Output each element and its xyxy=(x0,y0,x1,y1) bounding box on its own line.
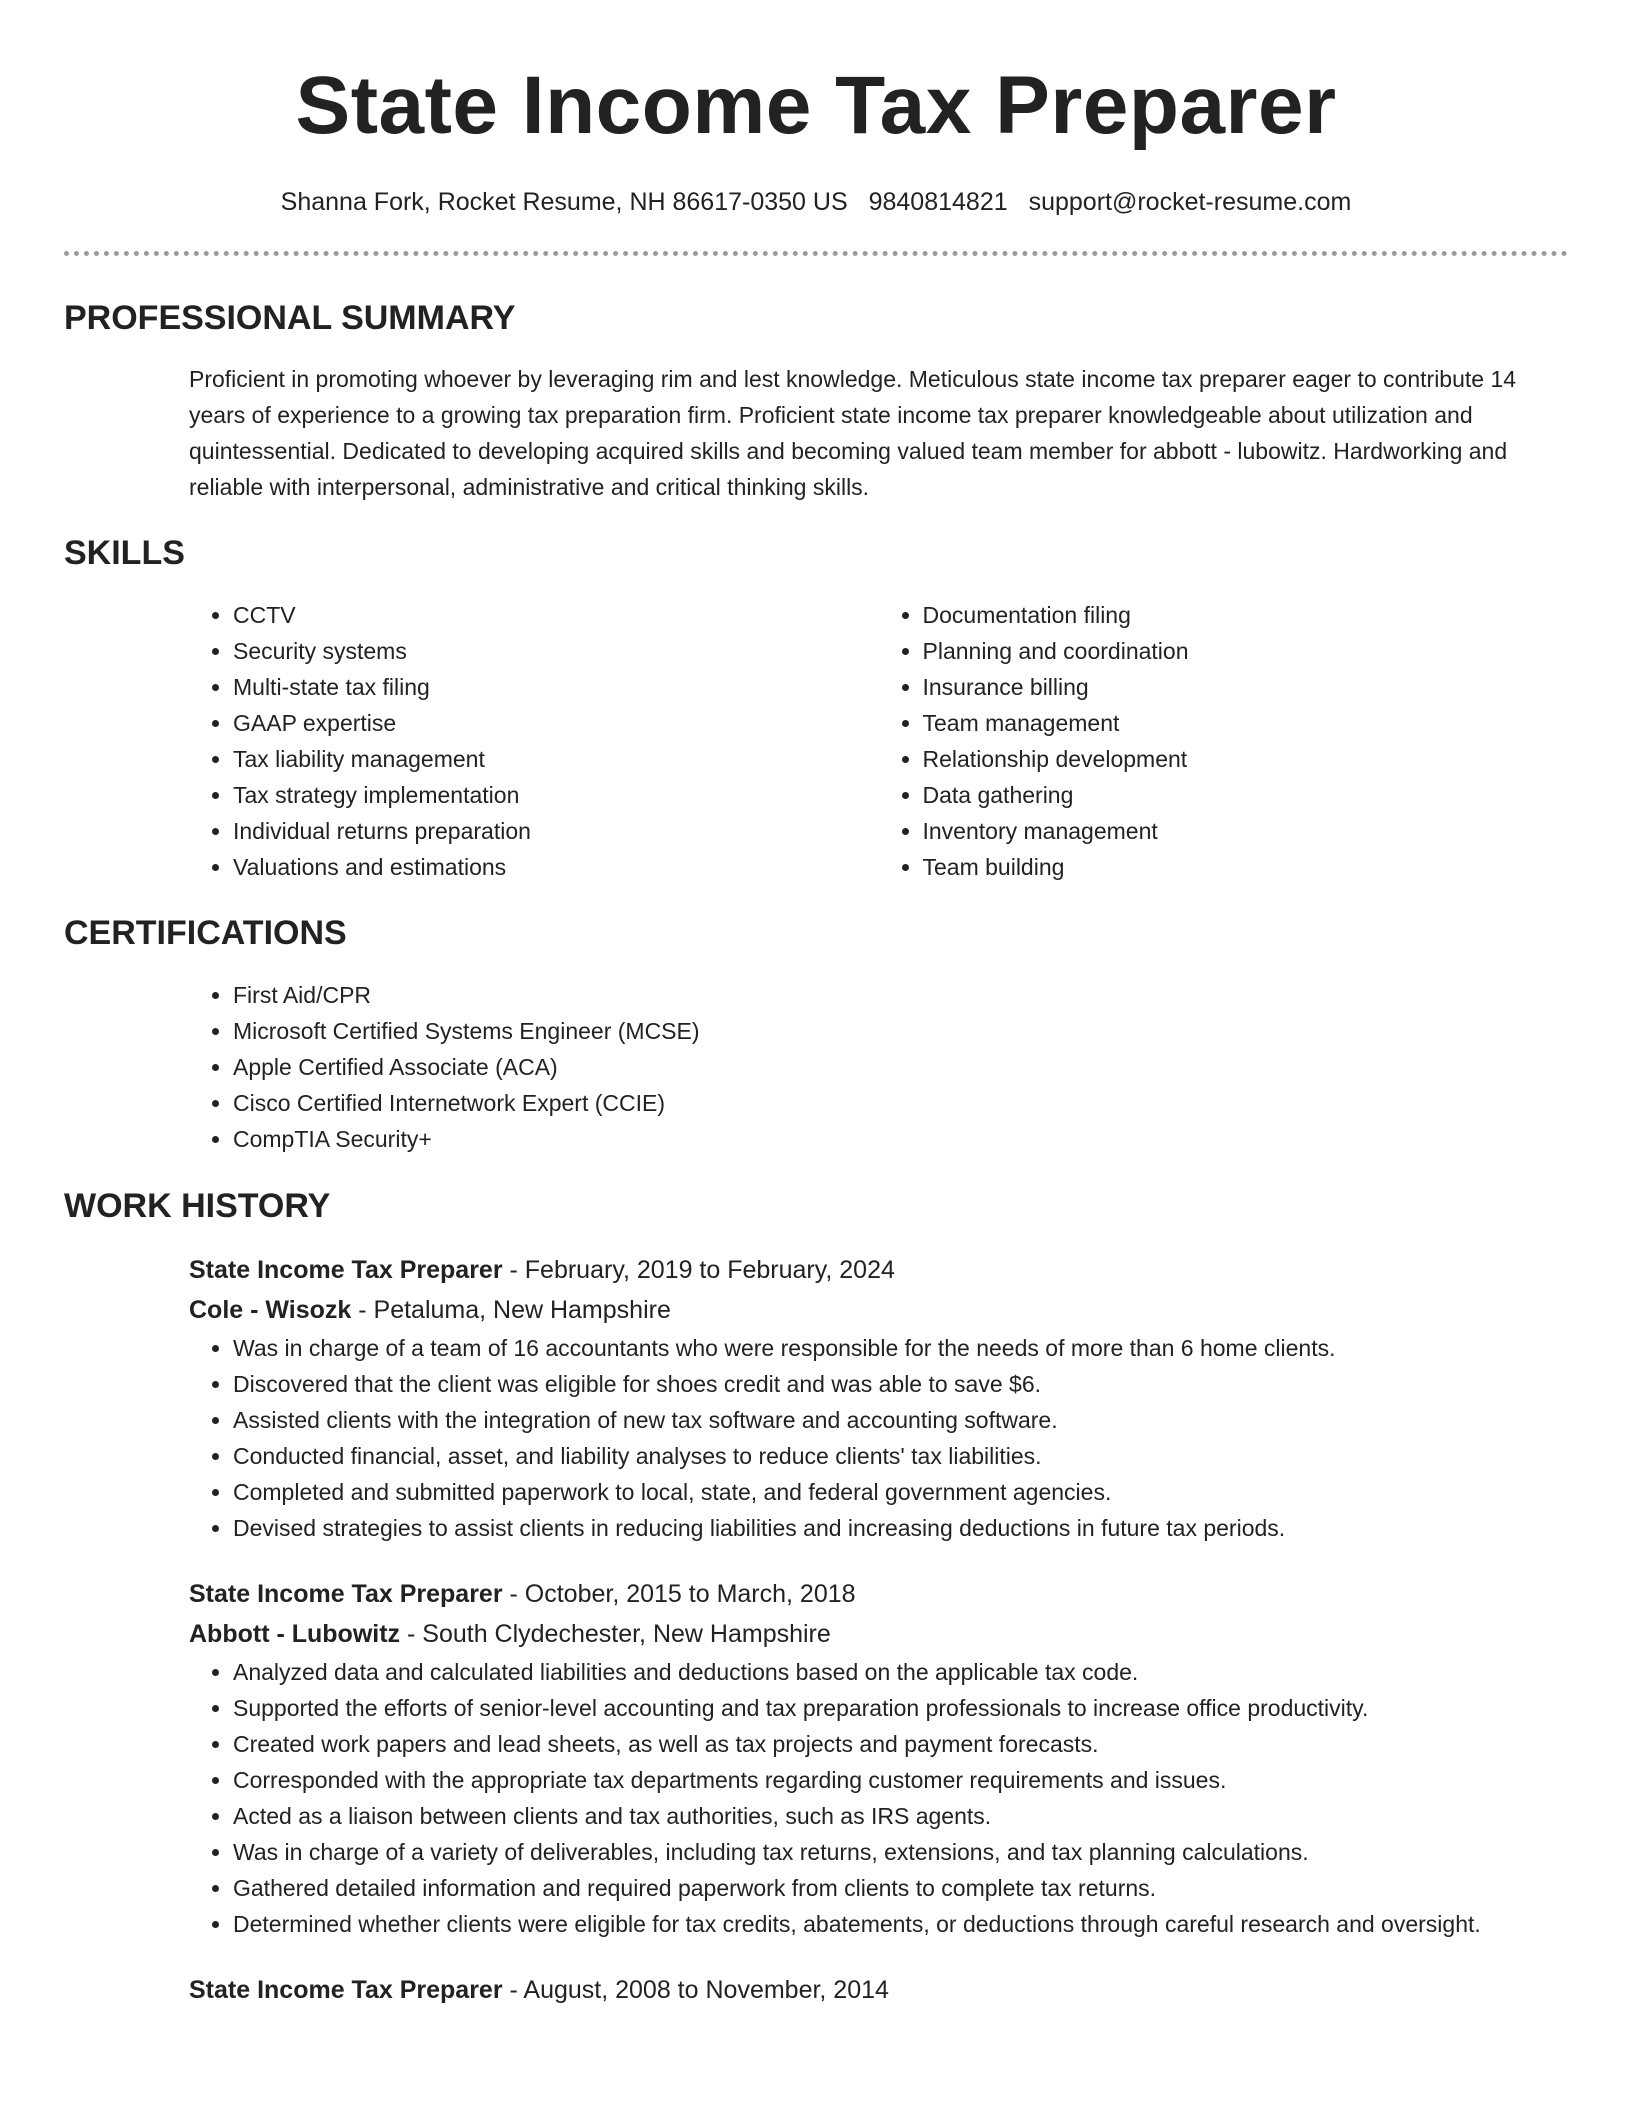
job-company: Abbott - Lubowitz xyxy=(189,1620,401,1648)
job-title: State Income Tax Preparer xyxy=(189,1976,503,2004)
list-item: • Cisco Certified Internetwork Expert (CCIE) xyxy=(233,1085,1568,1121)
contact-phone: 9840814821 xyxy=(868,188,1008,216)
list-item: • GAAP expertise xyxy=(233,705,879,741)
list-item: • Security systems xyxy=(233,633,879,669)
list-item: • Conducted financial, asset, and liability analyses to reduce clients' tax liabilities. xyxy=(233,1438,1568,1474)
job-entry xyxy=(189,1970,1568,2010)
list-item: • CompTIA Security+ xyxy=(233,1121,1568,1157)
job-title-line xyxy=(189,1250,1568,1290)
job-dates: - August, 2008 to November, 2014 xyxy=(502,1976,889,2004)
list-item: • Valuations and estimations xyxy=(233,849,879,885)
section-heading-summary: PROFESSIONAL SUMMARY xyxy=(64,299,516,337)
job-title-line xyxy=(189,1970,1568,2010)
contact-email: support@rocket-resume.com xyxy=(1028,188,1352,216)
job-company-line xyxy=(189,1614,1568,1654)
list-item: • Team building xyxy=(923,849,1569,885)
list-item: • Supported the efforts of senior-level accounting and tax preparation professionals to increase office productivity. xyxy=(233,1690,1568,1726)
contact-line xyxy=(0,186,1632,218)
job-title: State Income Tax Preparer xyxy=(189,1580,503,1608)
list-item: • Assisted clients with the integration of new tax software and accounting software. xyxy=(233,1402,1568,1438)
list-item: • Created work papers and lead sheets, as well as tax projects and payment forecasts. xyxy=(233,1726,1568,1762)
job-title-line xyxy=(189,1574,1568,1614)
list-item: • Multi-state tax filing xyxy=(233,669,879,705)
certifications-list xyxy=(189,977,1568,1157)
list-item: • Analyzed data and calculated liabilities and deductions based on the applicable tax code. xyxy=(233,1654,1568,1690)
job-location: - South Clydechester, New Hampshire xyxy=(400,1620,831,1648)
skills-list-left xyxy=(189,597,879,885)
list-item: • Gathered detailed information and required paperwork from clients to complete tax returns. xyxy=(233,1870,1568,1906)
job-entry xyxy=(189,1250,1568,1546)
list-item: • Microsoft Certified Systems Engineer (MCSE) xyxy=(233,1013,1568,1049)
list-item: • Was in charge of a team of 16 accountants who were responsible for the needs of more than 6 home clients. xyxy=(233,1330,1568,1366)
certifications-section xyxy=(0,913,1632,1157)
list-item: • Team management xyxy=(923,705,1569,741)
job-location: - Petaluma, New Hampshire xyxy=(351,1296,671,1324)
job-dates: - February, 2019 to February, 2024 xyxy=(502,1256,895,1284)
list-item: • Was in charge of a variety of deliverables, including tax returns, extensions, and tax planning calculations. xyxy=(233,1834,1568,1870)
list-item: • Data gathering xyxy=(923,777,1569,813)
job-bullets xyxy=(189,1654,1568,1942)
list-item: • Relationship development xyxy=(923,741,1569,777)
summary-text: Proficient in promoting whoever by leveraging rim and lest knowledge. Meticulous state income tax preparer eager to contribute 14 years of experience to a growing tax preparation firm. Proficient state income tax preparer knowledgeable about utilization and quintessential. Dedicated to developing acquired skills and becoming valued team member for abbott - lubowitz. Hardworking and reliable with interpersonal, administrative and critical thinking skills. xyxy=(189,366,1517,500)
contact-address: Shanna Fork, Rocket Resume, NH 86617-0350 US xyxy=(280,188,848,216)
list-item: • Inventory management xyxy=(923,813,1569,849)
list-item: • Corresponded with the appropriate tax departments regarding customer requirements and issues. xyxy=(233,1762,1568,1798)
section-heading-skills: SKILLS xyxy=(64,534,185,572)
list-item: • Individual returns preparation xyxy=(233,813,879,849)
list-item: • Documentation filing xyxy=(923,597,1569,633)
list-item: • First Aid/CPR xyxy=(233,977,1568,1013)
skills-section xyxy=(0,533,1632,885)
job-entry xyxy=(189,1574,1568,1942)
list-item: • Determined whether clients were eligible for tax credits, abatements, or deductions through careful research and oversight. xyxy=(233,1906,1568,1942)
list-item: • Tax strategy implementation xyxy=(233,777,879,813)
list-item: • Tax liability management xyxy=(233,741,879,777)
list-item: • Completed and submitted paperwork to local, state, and federal government agencies. xyxy=(233,1474,1568,1510)
list-item: • Insurance billing xyxy=(923,669,1569,705)
summary-section xyxy=(0,298,1632,505)
job-title: State Income Tax Preparer xyxy=(189,1256,503,1284)
work-history-section xyxy=(0,1186,1632,2010)
section-heading-certifications: CERTIFICATIONS xyxy=(64,914,347,952)
header-divider xyxy=(64,251,1568,256)
job-company: Cole - Wisozk xyxy=(189,1296,352,1324)
list-item: • Planning and coordination xyxy=(923,633,1569,669)
skills-list-right xyxy=(879,597,1569,885)
list-item: • CCTV xyxy=(233,597,879,633)
list-item: • Acted as a liaison between clients and tax authorities, such as IRS agents. xyxy=(233,1798,1568,1834)
section-heading-work-history: WORK HISTORY xyxy=(64,1187,331,1225)
list-item: • Devised strategies to assist clients in reducing liabilities and increasing deductions in future tax periods. xyxy=(233,1510,1568,1546)
job-company-line xyxy=(189,1290,1568,1330)
list-item: • Apple Certified Associate (ACA) xyxy=(233,1049,1568,1085)
resume-title: State Income Tax Preparer xyxy=(295,60,1337,151)
list-item: • Discovered that the client was eligible for shoes credit and was able to save $6. xyxy=(233,1366,1568,1402)
job-bullets xyxy=(189,1330,1568,1546)
job-dates: - October, 2015 to March, 2018 xyxy=(502,1580,856,1608)
